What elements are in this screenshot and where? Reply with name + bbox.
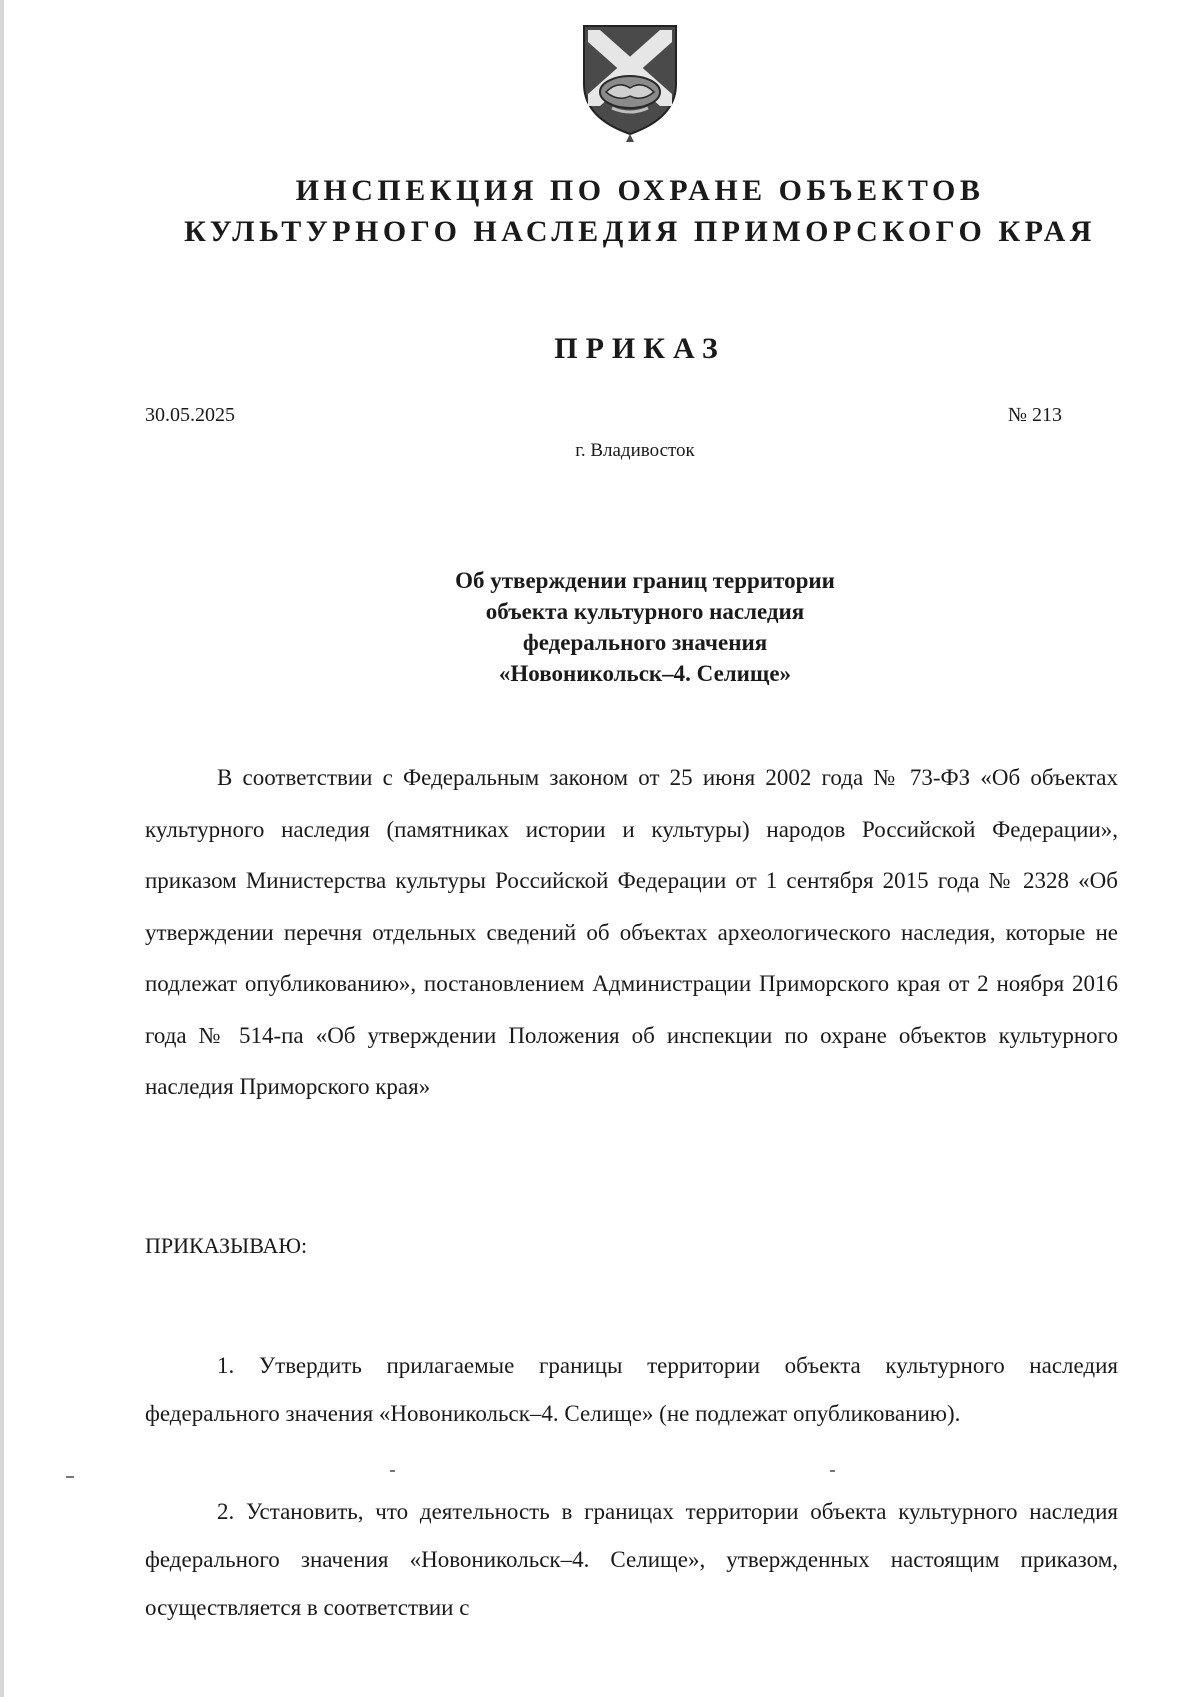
order-item-1: 1. Утвердить прилагаемые границы территории объекта культурного наследия федерального значения «Новоникольск–4. Селище» (не подлежат опубликованию).: [145, 1353, 1118, 1426]
scan-speck: [830, 1470, 835, 1472]
page-left-edge: [0, 0, 4, 1697]
subject-line-2: объекта культурного наследия: [485, 599, 805, 624]
document-city: г. Владивосток: [575, 440, 695, 461]
document-date: 30.05.2025: [145, 404, 235, 426]
order-word: ПРИКАЗЫВАЮ:: [145, 1233, 308, 1258]
organization-title-line-2: КУЛЬТУРНОГО НАСЛЕДИЯ ПРИМОРСКОГО КРАЯ: [184, 215, 1096, 248]
subject-line-3: федерального значения: [522, 630, 768, 655]
order-item-2: 2. Установить, что деятельность в границах территории объекта культурного наследия федерального значения «Новоникольск–4. Селище», утвержденных настоящим приказом, осуществляется в соответствии с: [145, 1499, 1118, 1620]
organization-title: [0, 170, 1200, 252]
scan-speck: [390, 1470, 395, 1472]
coat-of-arms-icon: [578, 22, 682, 142]
preamble-paragraph: В соответствии с Федеральным законом от 25 июня 2002 года № 73-ФЗ «Об объектах культурного наследия (памятниках истории и культуры) народов Российской Федерации», приказом Министерства культуры Российской Федерации от 1 сентября 2015 года № 2328 «Об утверждении перечня отдельных сведений об объектах археологического наследия, которые не подлежат опубликованию», постановлением Администрации Приморского края от 2 ноября 2016 года № 514-па «Об утверждении Положения об инспекции по охране объектов культурного наследия Приморского края»: [145, 765, 1118, 1099]
subject-line-1: Об утверждении границ территории: [455, 568, 835, 593]
scan-speck: [66, 1476, 74, 1478]
subject-line-4: «Новоникольск–4. Селище»: [498, 661, 792, 686]
organization-title-line-1: ИНСПЕКЦИЯ ПО ОХРАНЕ ОБЪЕКТОВ: [295, 174, 985, 207]
document-number: № 213: [1007, 404, 1062, 426]
document-subject: [0, 565, 1200, 689]
document-type: ПРИКАЗ: [554, 332, 726, 365]
